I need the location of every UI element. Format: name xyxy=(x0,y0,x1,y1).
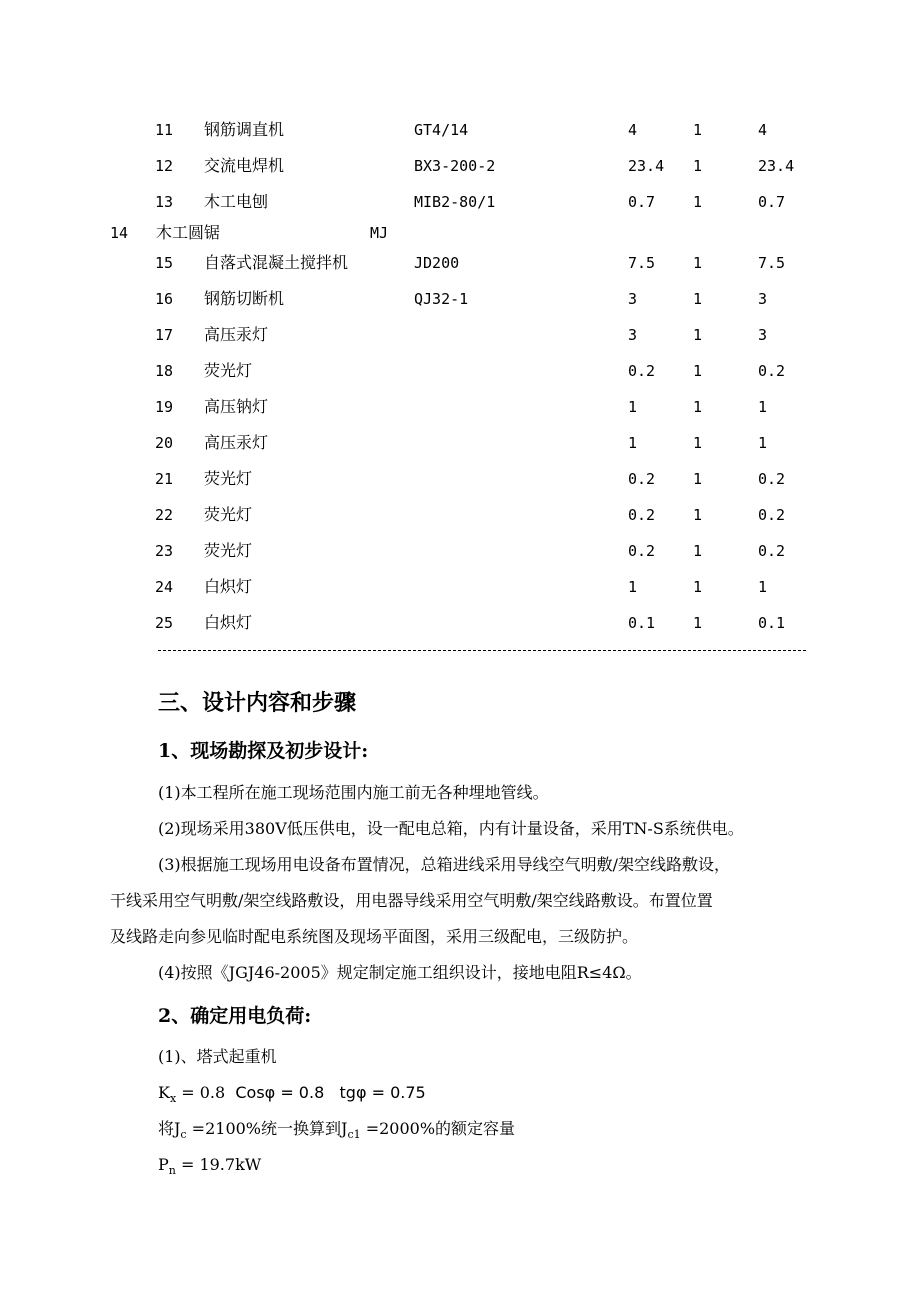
rated-power: 3 xyxy=(628,326,638,344)
equipment-model: JD200 xyxy=(414,254,460,272)
coefficient-line xyxy=(158,1082,426,1110)
rated-power: 23.4 xyxy=(628,157,665,175)
total-power: 1 xyxy=(758,398,768,416)
jc-prefix: 将J xyxy=(158,1119,181,1138)
equipment-model: QJ32-1 xyxy=(414,290,469,308)
section-3-title: 三、设计内容和步骤 xyxy=(158,690,357,716)
row-number: 23 xyxy=(155,542,174,560)
row-number: 18 xyxy=(155,362,174,380)
rated-power: 0.2 xyxy=(628,542,656,560)
quantity: 1 xyxy=(693,542,703,560)
rated-power: 4 xyxy=(628,121,638,139)
quantity: 1 xyxy=(693,193,703,211)
total-power: 7.5 xyxy=(758,254,786,272)
pn-value: = 19.7kW xyxy=(175,1155,262,1174)
row-number: 21 xyxy=(155,470,174,488)
total-power: 0.1 xyxy=(758,614,786,632)
quantity: 1 xyxy=(693,290,703,308)
equipment-name: 木工电刨 xyxy=(204,192,269,211)
jc-suffix: =2000%的额定容量 xyxy=(360,1119,516,1138)
total-power: 3 xyxy=(758,326,768,344)
table-row xyxy=(0,360,920,382)
rated-power-line xyxy=(158,1154,261,1182)
paragraph-3-line-1: (3)根据施工现场用电设备布置情况，总箱进线采用导线空气明敷/架空线路敷设， xyxy=(158,855,731,874)
item-1-tower-crane: (1)、塔式起重机 xyxy=(158,1047,277,1066)
total-power: 3 xyxy=(758,290,768,308)
paragraph-3-line-3: 及线路走向参见临时配电系统图及现场平面图，采用三级配电，三级防护。 xyxy=(110,927,639,946)
equipment-name: 钢筋切断机 xyxy=(204,289,285,308)
row-number: 13 xyxy=(155,193,174,211)
equipment-model: BX3-200-2 xyxy=(414,157,496,175)
total-power: 0.2 xyxy=(758,470,786,488)
kx-label: K xyxy=(158,1083,170,1102)
row-number: 15 xyxy=(155,254,174,272)
table-row xyxy=(0,396,920,418)
equipment-name: 木工圆锯 xyxy=(156,223,221,242)
table-row xyxy=(0,252,920,274)
quantity: 1 xyxy=(693,326,703,344)
rated-power: 1 xyxy=(628,578,638,596)
quantity: 1 xyxy=(693,578,703,596)
equipment-model: MIB2-80/1 xyxy=(414,193,496,211)
total-power: 0.2 xyxy=(758,542,786,560)
row-number: 11 xyxy=(155,121,174,139)
row-number: 19 xyxy=(155,398,174,416)
table-row xyxy=(0,222,920,244)
rated-power: 1 xyxy=(628,398,638,416)
equipment-name: 高压钠灯 xyxy=(204,397,269,416)
equipment-name: 高压汞灯 xyxy=(204,433,269,452)
rated-power: 0.2 xyxy=(628,470,656,488)
equipment-name: 自落式混凝土搅拌机 xyxy=(204,253,349,272)
table-row xyxy=(0,504,920,526)
paragraph-2: (2)现场采用380V低压供电，设一配电总箱，内有计量设备，采用TN-S系统供电。 xyxy=(158,819,744,838)
jc-mid: =2100%统一换算到J xyxy=(186,1119,348,1138)
pn-subscript: n xyxy=(168,1164,176,1177)
table-row xyxy=(0,324,920,346)
equipment-name: 荧光灯 xyxy=(204,541,253,560)
rated-power: 7.5 xyxy=(628,254,656,272)
row-number: 20 xyxy=(155,434,174,452)
equipment-model: MJ xyxy=(370,224,389,242)
table-row xyxy=(0,288,920,310)
rated-power: 0.2 xyxy=(628,506,656,524)
total-power: 1 xyxy=(758,434,768,452)
subsection-2-title: 2、确定用电负荷: xyxy=(158,1005,312,1027)
jc-conversion-line xyxy=(158,1118,515,1146)
quantity: 1 xyxy=(693,157,703,175)
cos-tg-values: Cosφ = 0.8 tgφ = 0.75 xyxy=(235,1083,426,1102)
quantity: 1 xyxy=(693,614,703,632)
row-number: 22 xyxy=(155,506,174,524)
equipment-name: 高压汞灯 xyxy=(204,325,269,344)
table-divider xyxy=(158,650,806,651)
jc-subscript: c xyxy=(180,1128,187,1141)
table-row xyxy=(0,155,920,177)
equipment-name: 交流电焊机 xyxy=(204,156,285,175)
quantity: 1 xyxy=(693,254,703,272)
table-row xyxy=(0,432,920,454)
quantity: 1 xyxy=(693,398,703,416)
quantity: 1 xyxy=(693,121,703,139)
row-number: 16 xyxy=(155,290,174,308)
total-power: 4 xyxy=(758,121,768,139)
total-power: 23.4 xyxy=(758,157,795,175)
rated-power: 3 xyxy=(628,290,638,308)
quantity: 1 xyxy=(693,470,703,488)
paragraph-1: (1)本工程所在施工现场范围内施工前无各种埋地管线。 xyxy=(158,783,549,802)
pn-label: P xyxy=(158,1155,169,1174)
total-power: 0.7 xyxy=(758,193,786,211)
row-number: 25 xyxy=(155,614,174,632)
rated-power: 0.1 xyxy=(628,614,656,632)
row-number: 24 xyxy=(155,578,174,596)
rated-power: 0.7 xyxy=(628,193,656,211)
equipment-name: 荧光灯 xyxy=(204,505,253,524)
equipment-name: 白炽灯 xyxy=(204,613,253,632)
jc1-subscript: c1 xyxy=(347,1128,361,1141)
quantity: 1 xyxy=(693,434,703,452)
equipment-name: 荧光灯 xyxy=(204,469,253,488)
rated-power: 0.2 xyxy=(628,362,656,380)
table-row xyxy=(0,576,920,598)
row-number: 12 xyxy=(155,157,174,175)
equipment-name: 白炽灯 xyxy=(204,577,253,596)
table-row xyxy=(0,119,920,141)
kx-subscript: x xyxy=(169,1092,177,1105)
total-power: 0.2 xyxy=(758,506,786,524)
paragraph-4: (4)按照《JGJ46-2005》规定制定施工组织设计，接地电阻R≤4Ω。 xyxy=(158,963,642,982)
equipment-model: GT4/14 xyxy=(414,121,469,139)
table-row xyxy=(0,468,920,490)
equipment-name: 荧光灯 xyxy=(204,361,253,380)
equipment-name: 钢筋调直机 xyxy=(204,120,285,139)
row-number: 17 xyxy=(155,326,174,344)
table-row xyxy=(0,612,920,634)
total-power: 0.2 xyxy=(758,362,786,380)
quantity: 1 xyxy=(693,362,703,380)
table-row xyxy=(0,540,920,562)
paragraph-3-line-2: 干线采用空气明敷/架空线路敷设，用电器导线采用空气明敷/架空线路敷设。布置位置 xyxy=(110,891,713,910)
row-number: 14 xyxy=(110,224,129,242)
rated-power: 1 xyxy=(628,434,638,452)
total-power: 1 xyxy=(758,578,768,596)
subsection-1-title: 1、现场勘探及初步设计: xyxy=(158,740,369,762)
table-row xyxy=(0,191,920,213)
kx-value: = 0.8 xyxy=(176,1083,236,1102)
quantity: 1 xyxy=(693,506,703,524)
